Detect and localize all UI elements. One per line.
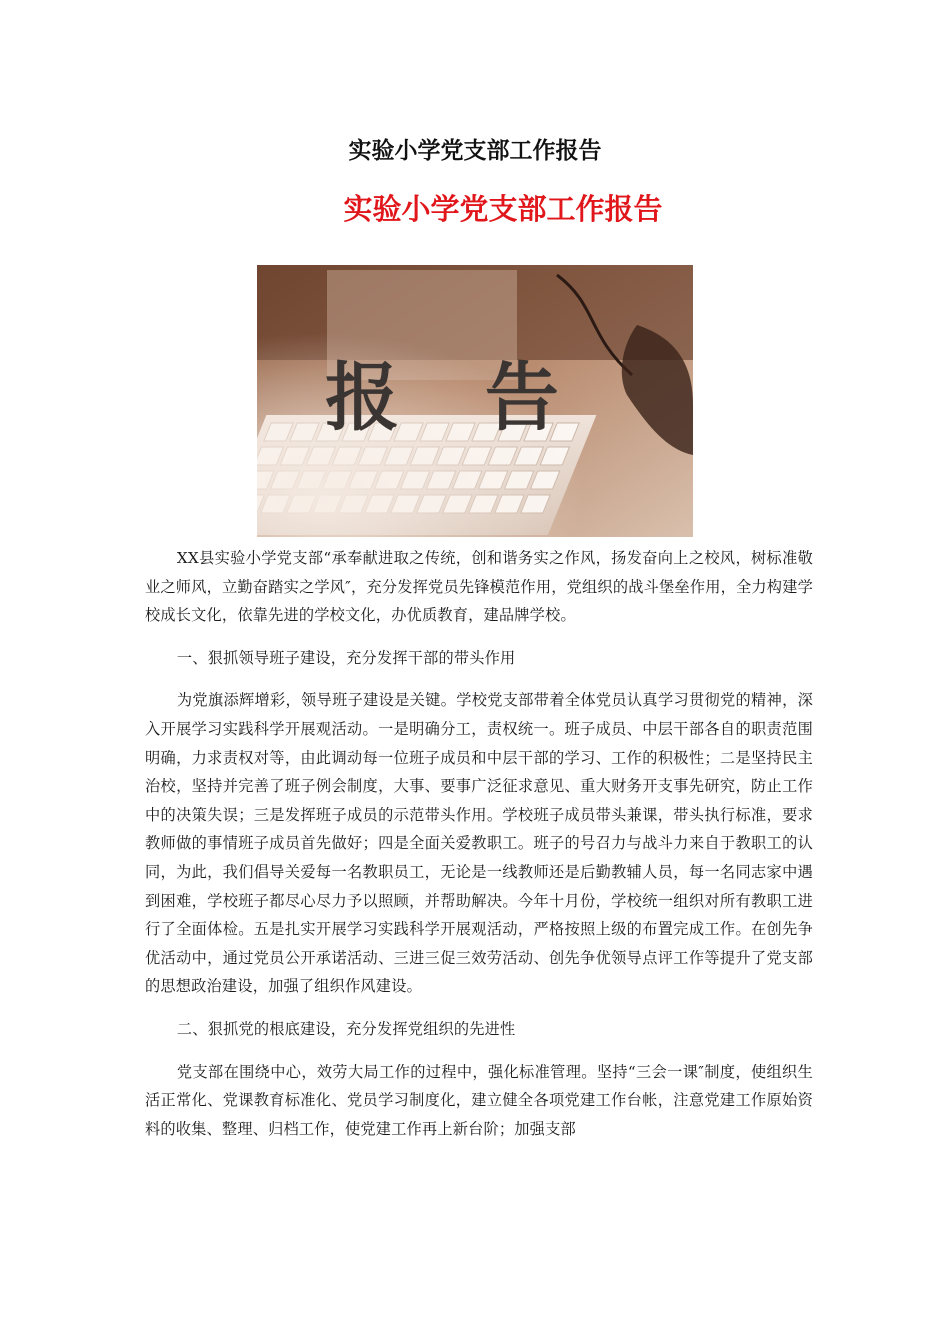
document-body [145, 544, 813, 1143]
document-title: 实验小学党支部工作报告 [348, 138, 602, 164]
paragraph-intro: XX县实验小学党支部“承奉献进取之传统，创和谐务实之作风，扬发奋向上之校风，树标准敬业之师风，立勤奋踏实之学风″，充分发挥党员先锋模范作用，党组织的战斗堡垒作用，全力构建学校成长文化，依靠先进的学校文化，办优质教育，建品牌学校。 [145, 549, 813, 625]
report-keyboard-image [257, 265, 693, 537]
paragraph-section-2: 党支部在围绕中心，效劳大局工作的过程中，强化标准管理。坚持“三会一课″制度，使组织生活正常化、党课教育标准化、党员学习制度化，建立健全各项党建工作台帐，注意党建工作原始资料的收集、整理、归档工作，使党建工作再上新台阶；加强支部 [145, 1062, 813, 1138]
section-heading-2: 二、狠抓党的根底建设，充分发挥党组织的先进性 [176, 1019, 516, 1038]
paragraph-section-1: 为党旗添辉增彩，领导班子建设是关键。学校党支部带着全体党员认真学习贯彻党的精神，深入开展学习实践科学开展观活动。一是明确分工，责权统一。班子成员、中层干部各自的职责范围明确，力求责权对等，由此调动每一位班子成员和中层干部的学习、工作的积极性；二是坚持民主治校，坚持并完善了班子例会制度，大事、要事广泛征求意见、重大财务开支事先研究，防止工作中的决策失误；三是发挥班子成员的示范带头作用。学校班子成员带头兼课，带头执行标准，要求教师做的事情班子成员首先做好；四是全面关爱教职工。班子的号召力与战斗力来自于教职工的认同，为此，我们倡导关爱每一名教职员工，无论是一线教师还是后勤教辅人员，每一名同志家中遇到困难，学校班子都尽心尽力予以照顾，并帮助解决。今年十月份，学校统一组织对所有教职工进行了全面体检。五是扎实开展学习实践科学开展观活动，严格按照上级的布置完成工作。在创先争优活动中，通过党员公开承诺活动、三进三促三效劳活动、创先争优领导点评工作等提升了党支部的思想政治建设，加强了组织作风建设。 [145, 691, 813, 996]
document-subtitle-red: 实验小学党支部工作报告 [343, 192, 663, 226]
section-heading-1: 一、狠抓领导班子建设，充分发挥干部的带头作用 [176, 648, 516, 667]
image-overlay-text: 报 告 [325, 355, 589, 441]
